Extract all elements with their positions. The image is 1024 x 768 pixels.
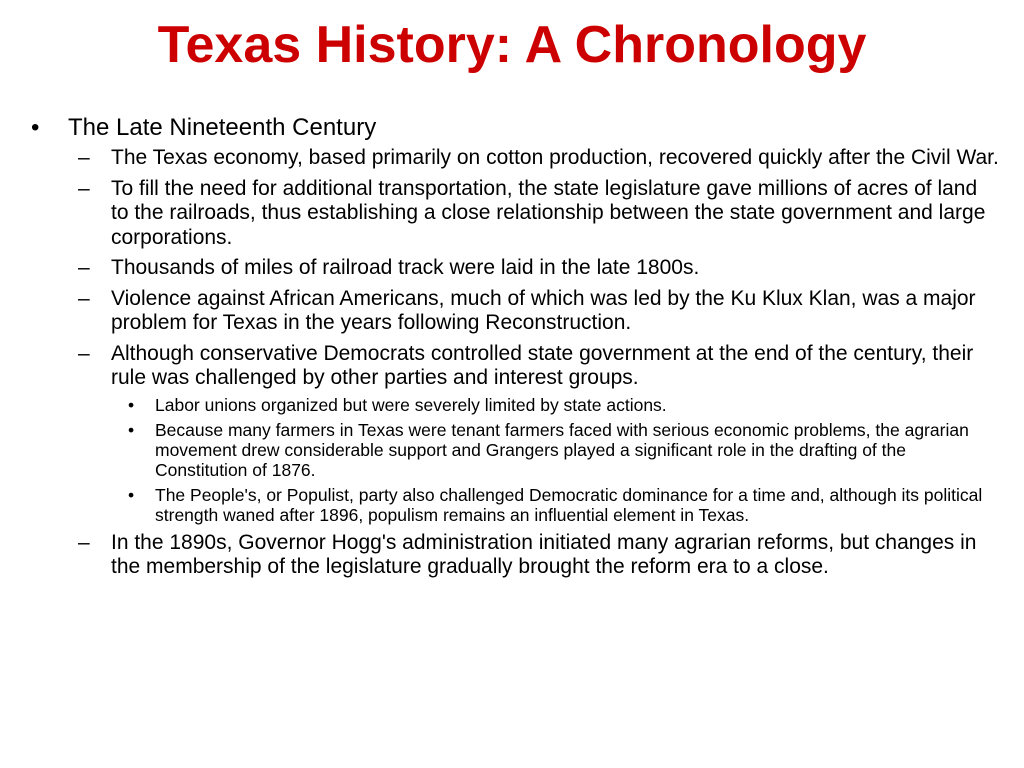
list-item-text: Although conservative Democrats controlled state government at the end of the century, their rule was challenged by other parties and interest groups. [111, 341, 974, 389]
list-item-text: In the 1890s, Governor Hogg's administration initiated many agrarian reforms, but changes in the membership of the legislature gradually brought the reform era to a close. [111, 530, 977, 578]
list-item [78, 177, 1000, 251]
section-heading: The Late Nineteenth Century [68, 114, 377, 141]
list-item-text: To fill the need for additional transportation, the state legislature gave millions of acres of land to the railroads, thus establishing a close relationship between the state government and large corporations. [111, 176, 986, 249]
list-item [78, 287, 1000, 336]
list-item-text: The Texas economy, based primarily on cotton production, recovered quickly after the Civil War. [111, 146, 999, 169]
dash-marker: – [78, 530, 90, 554]
list-item-text: Thousands of miles of railroad track were laid in the late 1800s. [111, 256, 700, 279]
bullet-marker: • [31, 114, 40, 141]
sub-list-item-text: Because many farmers in Texas were tenant farmers faced with serious economic problems, the agrarian movement drew considerable support and Grangers played a significant role in the drafting of the Constitution of 1876. [155, 419, 969, 480]
list-item [78, 531, 1000, 580]
slide-title: Texas History: A Chronology [157, 16, 867, 74]
list-item [78, 256, 1000, 281]
sub-list-item-text: Labor unions organized but were severely limited by state actions. [155, 394, 667, 415]
sub-list-item [128, 420, 1000, 480]
dash-marker: – [78, 286, 90, 310]
dash-marker: – [78, 176, 90, 200]
section-heading-item [30, 113, 1000, 142]
list-item [78, 146, 1000, 171]
sub-list-item-text: The People's, or Populist, party also challenged Democratic dominance for a time and, although its political strength waned after 1896, populism remains an influential element in Texas. [155, 484, 983, 525]
sub-list-item [128, 395, 1000, 415]
dash-marker: – [78, 256, 90, 279]
dash-marker: – [78, 341, 90, 365]
bullet-marker: • [128, 394, 135, 415]
sub-list-item [128, 485, 1000, 525]
list-item-text: Violence against African Americans, much of which was led by the Ku Klux Klan, was a major problem for Texas in the years following Reconstruction. [111, 286, 976, 334]
dash-marker: – [78, 146, 90, 169]
bullet-marker: • [128, 419, 135, 440]
slide-content [30, 113, 1000, 580]
bullet-marker: • [128, 484, 135, 505]
list-item [78, 342, 1000, 391]
